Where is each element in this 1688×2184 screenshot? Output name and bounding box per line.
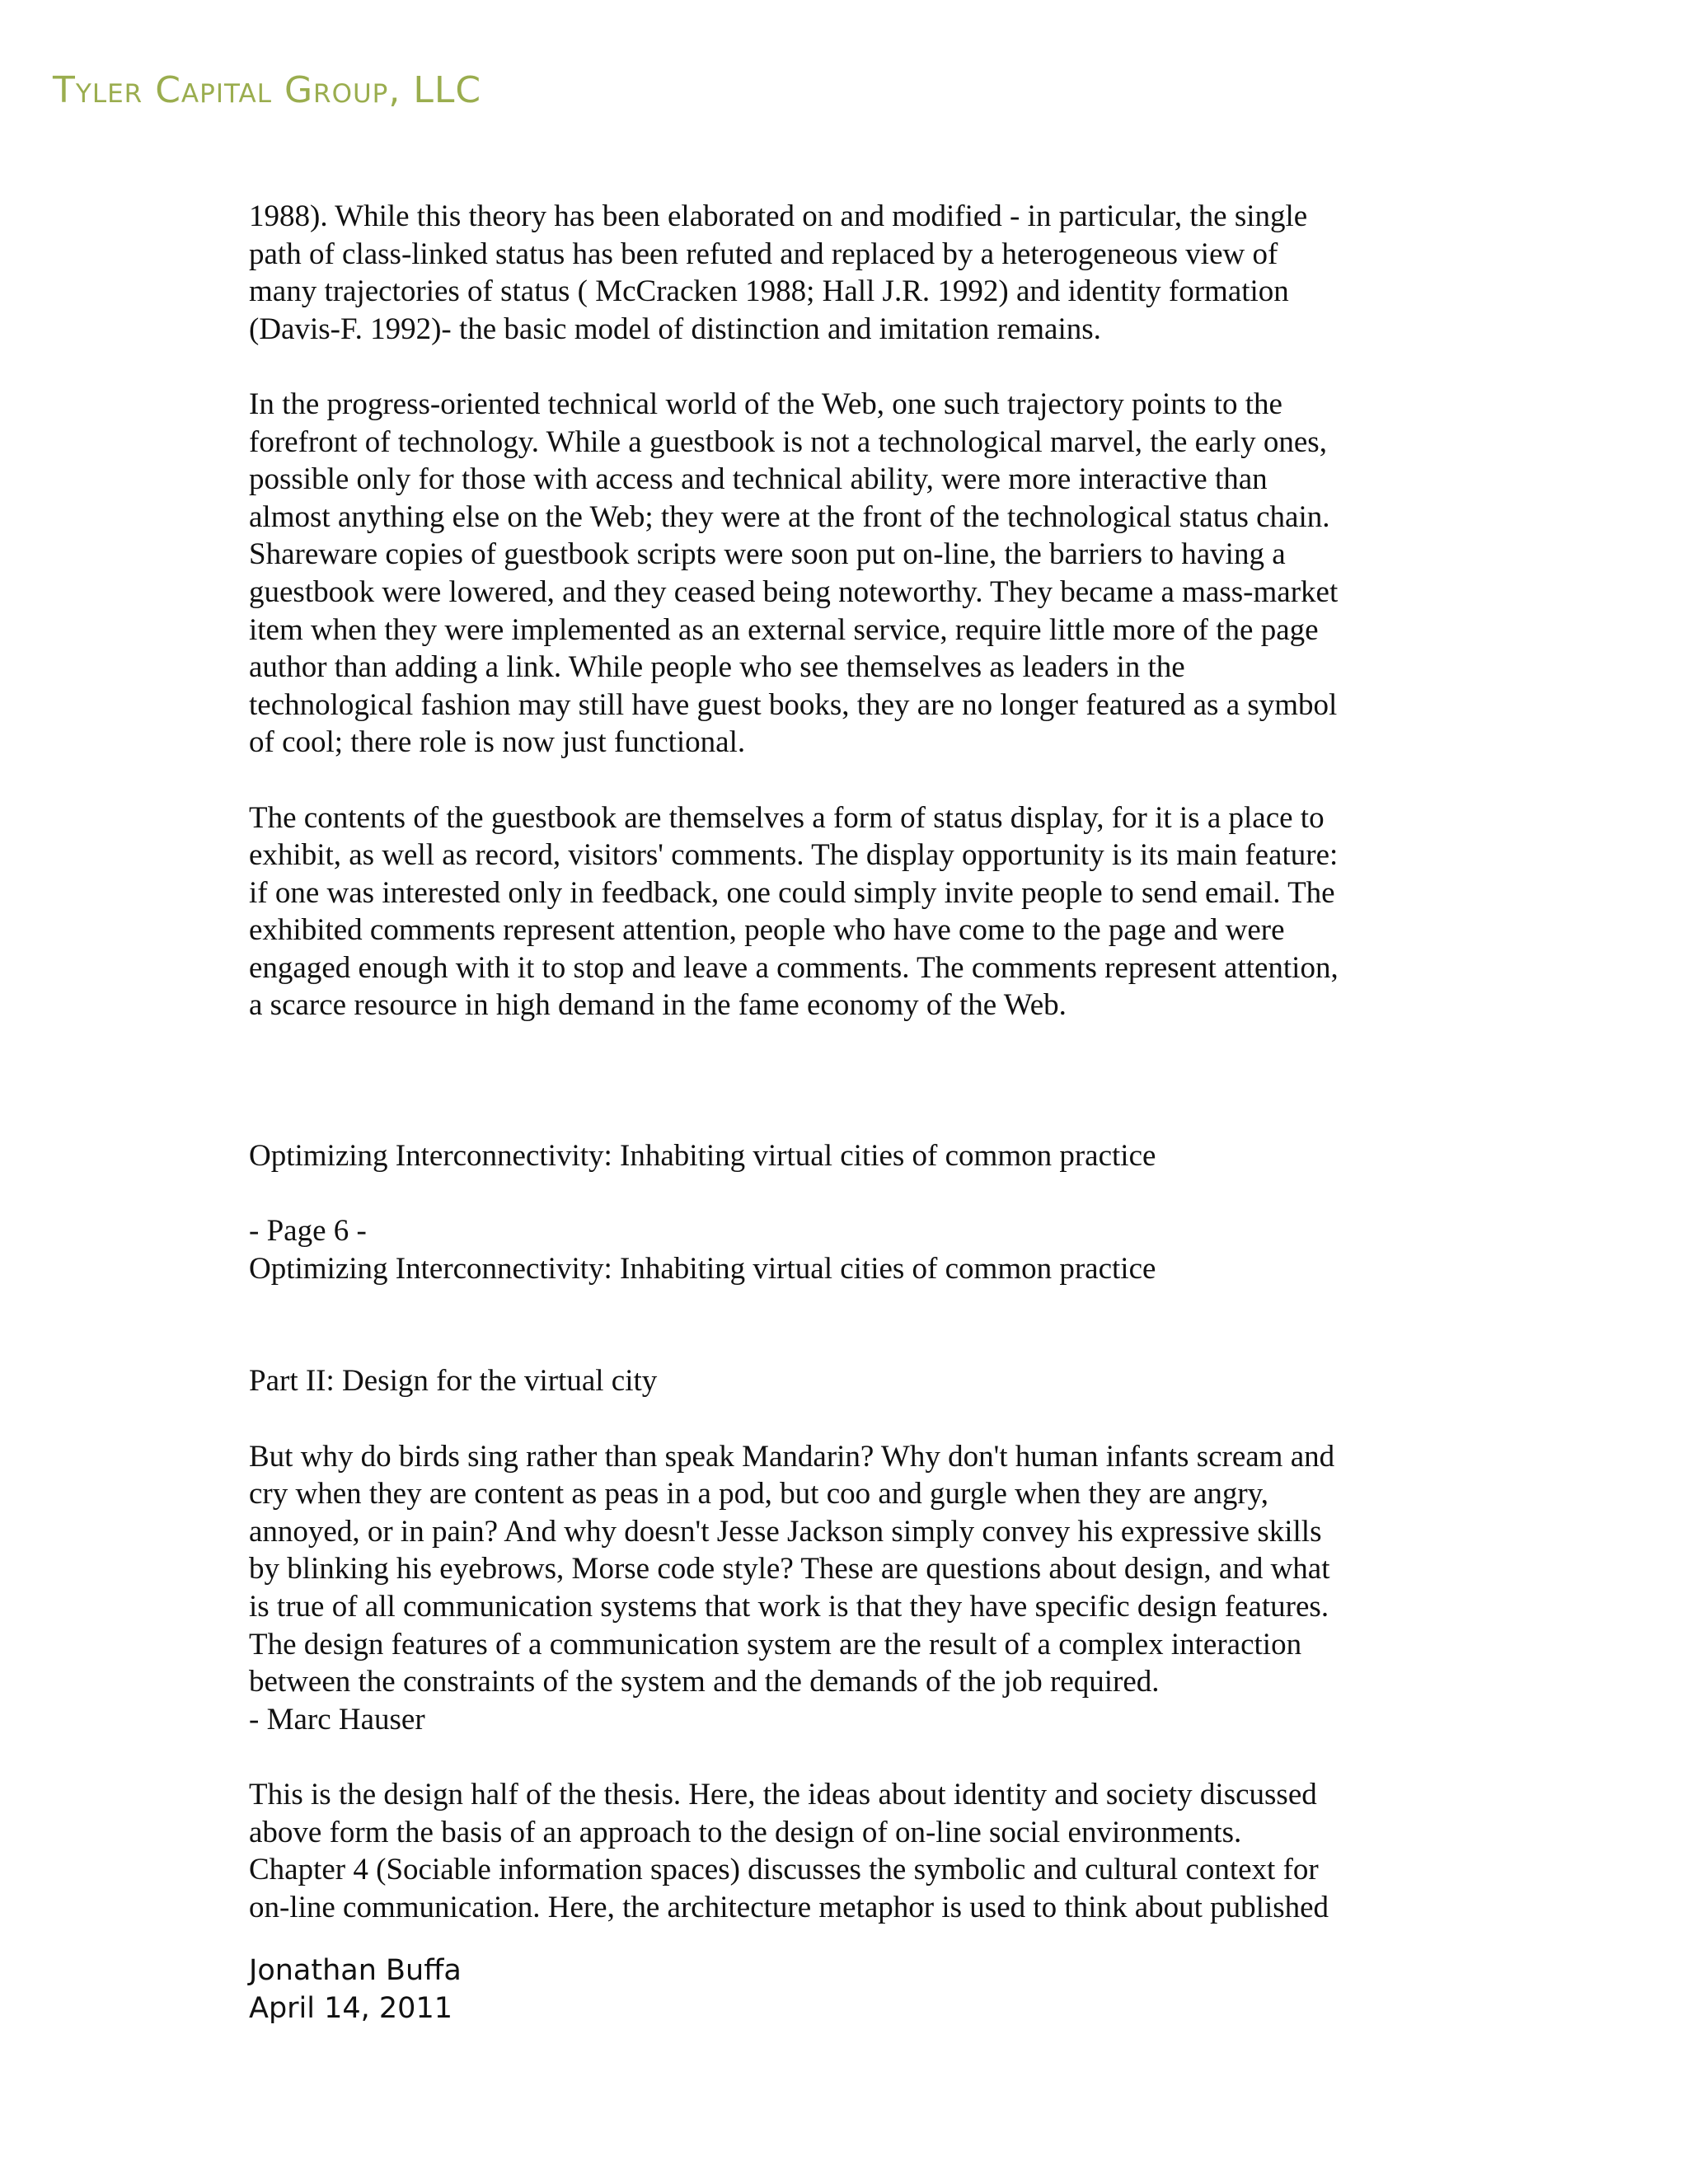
epigraph-quote: But why do birds sing rather than speak Mandarin? Why don't human infants scream and cry when they are content as peas in a pod, but coo and gurgle when they are angry, annoyed, or in pain? And why doesn't Jesse Jackson simply convey his expressive skills by blinking his eyebrows, Morse code style? These are questions about design, and what is true of all communication systems that work is that they have specific design features. The design features of a communication system are the result of a complex interaction between the constraints of the system and the demands of the job required. (249, 1439, 1335, 1699)
section-spacer (249, 1024, 1452, 1137)
paragraph-guestbook-technology: In the progress-oriented technical world of the Web, one such trajectory points to the forefront of technology. While a guestbook is not a technological marvel, the early ones, possible only for those with access and technical ability, were more interactive than almost anything else on the Web; they were at the front of the technological status chain. Shareware copies of guestbook scripts were soon put on-line, the barriers to having a guestbook were lowered, and they ceased being noteworthy. They became a mass-market item when they were implemented as an external service, require little more of the page author than adding a link. While people who see themselves as leaders in the technological fashion may still have guest books, they are no longer featured as a symbol of cool; there role is now just functional. (249, 387, 1339, 760)
paragraph-spacer (249, 1287, 1452, 1325)
company-header: Tyler Capital Group, LLC (53, 69, 482, 111)
part-heading: Part II: Design for the virtual city (249, 1364, 658, 1399)
paragraph-spacer (249, 1174, 1452, 1212)
paragraph-status-theory: 1988). While this theory has been elaborated on and modified - in particular, the single path of class-linked status has been refuted and replaced by a heterogeneous view of many trajectories of status ( McCracken 1988; Hall J.R. 1992) and identity formation (Davis-F. 1992)- the basic model of distinction and imitation remains. (249, 199, 1308, 346)
author-name: Jonathan Buffa (249, 1954, 462, 1987)
epigraph-attribution: - Marc Hauser (249, 1702, 425, 1736)
paragraph-spacer (249, 1738, 1452, 1776)
document-date: April 14, 2011 (249, 1992, 452, 2025)
page-number-marker: - Page 6 - (249, 1214, 367, 1249)
paragraph-guestbook-contents: The contents of the guestbook are themselves a form of status display, for it is a place to exhibit, as well as record, visitors' comments. The display opportunity is its main feature: if one was interested only in feedback, one could simply invite people to send email. The exhibited comments represent attention, people who have come to the page and were engaged enough with it to stop and leave a comments. The comments represent attention, a scarce resource in high demand in the fame economy of the Web. (249, 800, 1339, 1023)
paragraph-spacer (249, 348, 1452, 386)
paragraph-spacer (249, 762, 1452, 799)
running-title: Optimizing Interconnectivity: Inhabiting virtual cities of common practice (249, 1251, 1156, 1286)
document-body (249, 198, 1452, 1926)
document-footer (249, 1952, 462, 2027)
paragraph-spacer (249, 1400, 1452, 1438)
paragraph-spacer (249, 1325, 1452, 1363)
paragraph-design-half: This is the design half of the thesis. Here, the ideas about identity and society discussed above form the basis of an approach to the design of on-line social environments. Chapter 4 (Sociable information spaces) discusses the symbolic and cultural context for on-line communication. Here, the architecture metaphor is used to think about published (249, 1777, 1329, 1924)
running-title: Optimizing Interconnectivity: Inhabiting virtual cities of common practice (249, 1138, 1156, 1173)
